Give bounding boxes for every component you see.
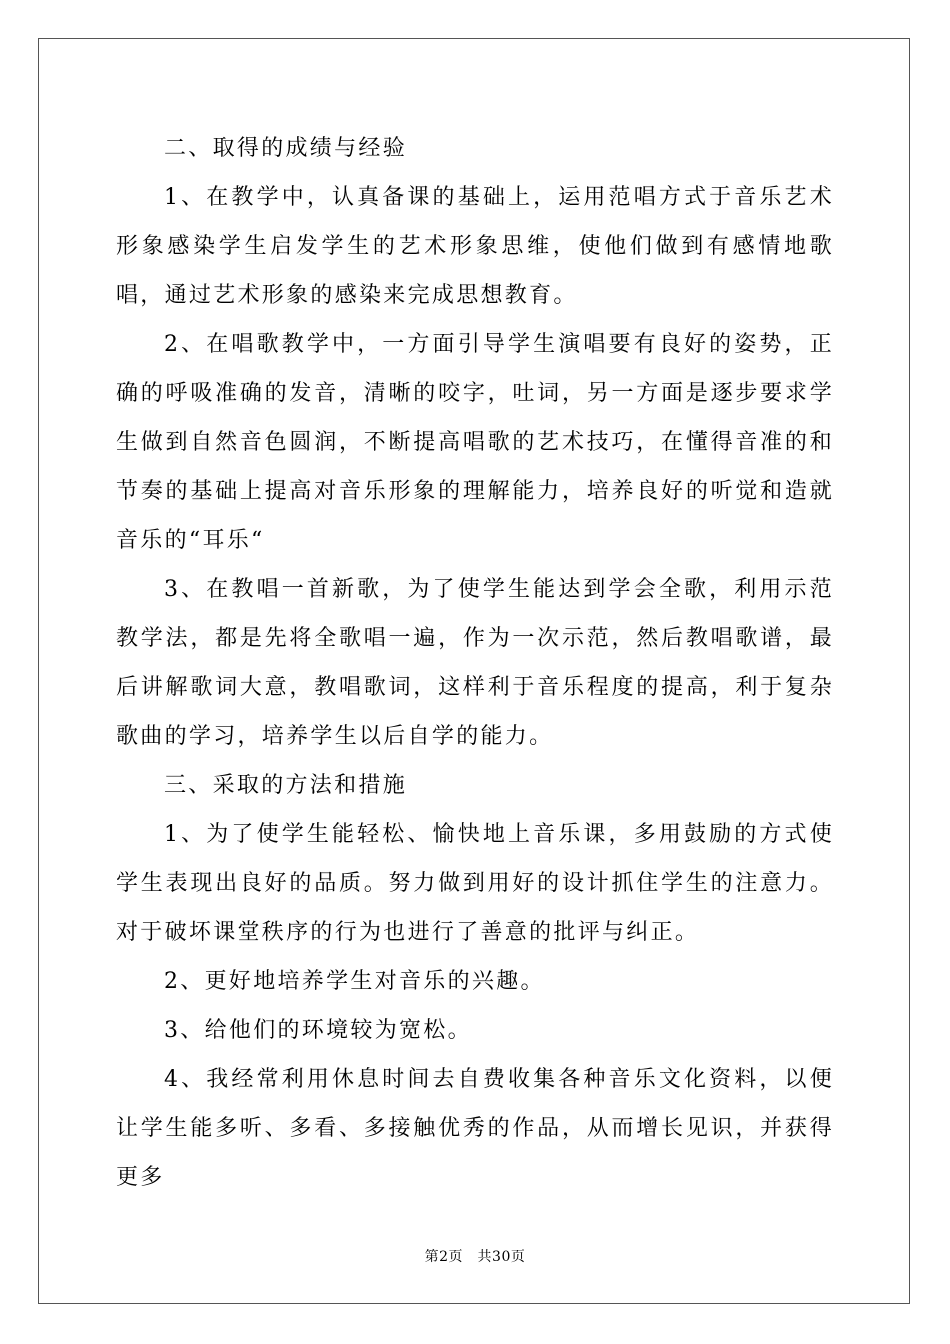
page-number-footer: 第2页 共30页 bbox=[424, 1249, 526, 1265]
paragraph: 2、在唱歌教学中，一方面引导学生演唱要有良好的姿势，正确的呼吸准确的发音，清晰的咬字，吐词，另一方面是逐步要求学生做到自然音色圆润，不断提高唱歌的艺术技巧，在懂得音准的和节奏的基础上提高对音乐形象的理解能力，培养良好的听觉和造就音乐的“耳乐“ bbox=[116, 332, 834, 553]
paragraph: 1、在教学中，认真备课的基础上，运用范唱方式于音乐艺术形象感染学生启发学生的艺术形象思维，使他们做到有感情地歌唱，通过艺术形象的感染来完成思想教育。 bbox=[116, 185, 834, 308]
section-heading-achievements: 二、取得的成绩与经验 bbox=[164, 136, 408, 161]
paragraph: 2、更好地培养学生对音乐的兴趣。 bbox=[164, 969, 545, 994]
paragraph: 3、给他们的环境较为宽松。 bbox=[164, 1018, 472, 1043]
paragraph: 3、在教唱一首新歌，为了使学生能达到学会全歌，利用示范教学法，都是先将全歌唱一遍，作为一次示范，然后教唱歌谱，最后讲解歌词大意，教唱歌词，这样利于音乐程度的提高，利于复杂歌曲的学习，培养学生以后自学的能力。 bbox=[116, 577, 834, 749]
section-heading-methods: 三、采取的方法和措施 bbox=[164, 773, 408, 798]
document-body bbox=[116, 124, 834, 1202]
paragraph: 4、我经常利用休息时间去自费收集各种音乐文化资料，以便让学生能多听、多看、多接触优秀的作品，从而增长见识，并获得更多 bbox=[116, 1067, 834, 1190]
paragraph: 1、为了使学生能轻松、愉快地上音乐课，多用鼓励的方式使学生表现出良好的品质。努力做到用好的设计抓住学生的注意力。对于破坏课堂秩序的行为也进行了善意的批评与纠正。 bbox=[116, 822, 834, 945]
